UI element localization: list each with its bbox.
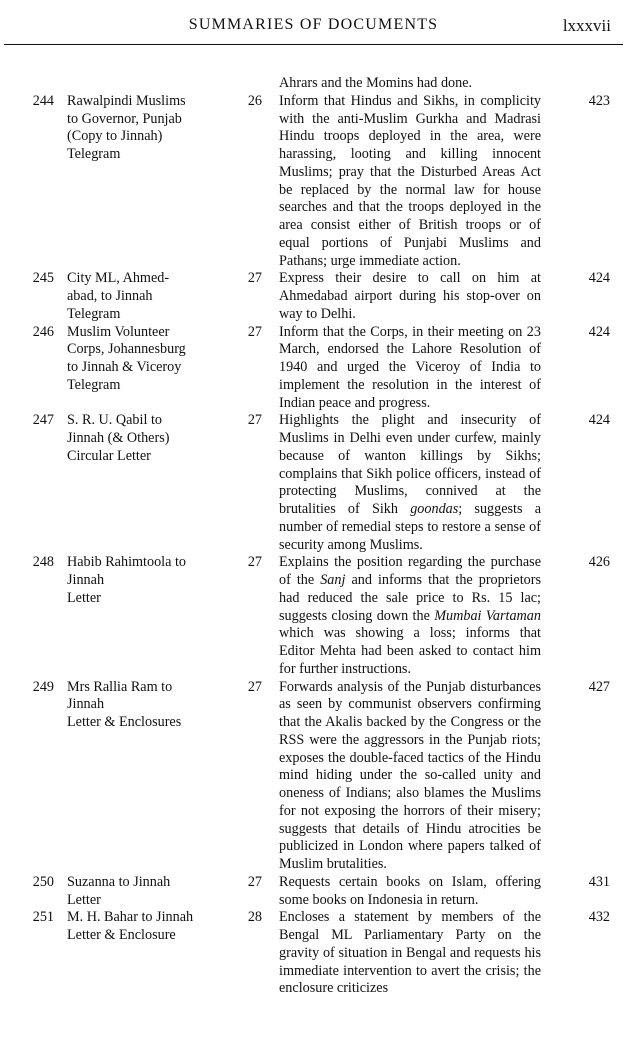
document-summary <box>279 412 541 554</box>
party-line: Muslim Volunteer <box>67 323 170 340</box>
document-date: 27 <box>247 678 262 695</box>
document-number: 250 <box>32 873 54 890</box>
summary-text: ; suggests a number of remedial steps to restore a sense of security among Muslims. <box>279 501 542 553</box>
document-parties <box>67 412 217 465</box>
document-page: 424 <box>588 270 610 287</box>
document-entry <box>0 874 627 910</box>
party-line: Letter <box>67 891 101 908</box>
document-parties <box>67 874 217 910</box>
document-summary: Inform that the Corps, in their meeting on 23 March, endorsed the Lahore Resolution of 1940 and urged the Viceroy of India to implement the resolution in the interest of Indian peace and progress. <box>279 323 541 411</box>
party-line: Mrs Rallia Ram to <box>67 678 173 695</box>
document-date: 28 <box>247 909 262 926</box>
document-parties <box>67 270 217 323</box>
document-entry <box>0 554 627 678</box>
document-number: 251 <box>32 909 54 926</box>
document-date: 27 <box>247 412 262 429</box>
document-entry <box>0 324 627 413</box>
document-date: 27 <box>247 554 262 571</box>
party-line: Jinnah (& Others) <box>67 430 170 446</box>
document-number: 246 <box>32 323 54 340</box>
document-number: 245 <box>32 270 54 287</box>
party-line: abad, to Jinnah <box>67 288 153 304</box>
party-line: Telegram <box>67 146 121 162</box>
summary-text: and informs that the proprietors had reduced the sale price to Rs. 15 lac; suggests closing down the <box>279 572 541 624</box>
document-summary: Requests certain books on Islam, offering some books on Indonesia in return. <box>279 873 541 908</box>
document-page: 424 <box>588 412 610 429</box>
summary-text: Highlights the plight and insecurity of Muslims in Delhi even under curfew, mainly because of wanton killings by Sikhs; complains that Sikh police officers, instead of protecting Muslims, connived at the brutalities of Sikh <box>279 412 541 517</box>
document-entry <box>0 270 627 323</box>
document-entry <box>0 909 627 998</box>
document-entry <box>0 93 627 271</box>
party-line: Telegram <box>67 376 121 393</box>
party-line: Letter & Enclosure <box>67 927 176 943</box>
party-line: Telegram <box>67 305 121 322</box>
summary-italic-term: Sanj <box>320 572 346 588</box>
document-page: 426 <box>588 554 610 571</box>
continued-summary: Ahrars and the Momins had done. <box>279 75 473 91</box>
document-number: 244 <box>32 92 54 109</box>
party-line: Jinnah <box>67 696 105 713</box>
document-page: 432 <box>588 909 610 926</box>
document-summary: Forwards analysis of the Punjab disturbances as seen by communist observers confirming that the Akalis backed by the Congress or the RSS were the aggressors in the Punjab riots; exposes the double-faced tactics of the Hindu mind hiding under the so-called unity and oneness of Indians; also blames the Muslims for not exposing the horrors of their misery; suggests that details of Hindu atrocities be publicized in London where papers talked of Muslim brutalities. <box>279 678 541 872</box>
party-line: City ML, Ahmed- <box>67 270 170 287</box>
document-number: 249 <box>32 678 54 695</box>
summary-italic-term: Mumbai Vartaman <box>434 607 541 624</box>
summary-text: which was showing a loss; informs that Editor Mehta had been asked to contact him for further instructions. <box>279 625 541 677</box>
party-line: M. H. Bahar to Jinnah <box>67 909 194 926</box>
page-header <box>0 0 627 44</box>
party-line: Habib Rahimtoola to <box>67 554 187 571</box>
party-line: Corps, Johannesburg <box>67 341 186 358</box>
header-rule <box>4 44 623 45</box>
party-line: Suzanna to Jinnah <box>67 873 171 890</box>
document-summary: Express their desire to call on him at Ahmedabad airport during his stop-over on way to Delhi. <box>279 270 541 322</box>
party-line: Letter & Enclosures <box>67 714 182 730</box>
summary-text: Explains the position regarding the purchase of the <box>279 554 541 588</box>
party-line: Letter <box>67 589 101 606</box>
document-summary: Encloses a statement by members of the Bengal ML Parliamentary Party on the gravity of situation in Bengal and requests his immediate intervention to avert the crisis; the enclosure criticizes <box>279 909 541 997</box>
party-line: S. R. U. Qabil to <box>67 412 162 429</box>
document-summary <box>279 554 541 678</box>
document-page: 424 <box>588 323 610 340</box>
document-page: 427 <box>588 678 610 695</box>
page-number: lxxxvii <box>562 16 611 35</box>
running-title: SUMMARIES OF DOCUMENTS <box>188 16 439 33</box>
party-line: Circular Letter <box>67 447 151 464</box>
summary-italic-term: goondas <box>410 501 459 517</box>
document-parties <box>67 324 217 395</box>
party-line: to Jinnah & Viceroy <box>67 359 182 375</box>
document-page: 431 <box>588 873 610 890</box>
document-date: 26 <box>247 92 262 109</box>
party-line: Jinnah <box>67 572 105 588</box>
document-date: 27 <box>247 323 262 340</box>
document-parties <box>67 679 217 732</box>
document-page: 423 <box>588 92 610 109</box>
party-line: Rawalpindi Muslims <box>67 92 186 109</box>
document-date: 27 <box>247 873 262 890</box>
document-parties <box>67 93 217 164</box>
document-entry <box>0 679 627 874</box>
document-number: 248 <box>32 554 54 571</box>
party-line: (Copy to Jinnah) <box>67 128 163 145</box>
document-parties <box>67 554 217 607</box>
party-line: to Governor, Punjab <box>67 110 182 127</box>
document-date: 27 <box>247 270 262 287</box>
document-summary: Inform that Hindus and Sikhs, in complicity with the anti-Muslim Gurkha and Madrasi Hindu troops deployed in the area, were harassing, looting and killing innocent Muslims; pray that the Disturbed Areas Act be replaced by the normal law for house searches and that the troops deployed in the area consist either of British troops or of equal portions of Punjabi Muslims and Pathans; urge immediate action. <box>279 92 541 269</box>
document-number: 247 <box>32 412 54 429</box>
summaries-list <box>0 75 627 998</box>
document-parties <box>67 909 217 945</box>
document-entry <box>0 412 627 554</box>
